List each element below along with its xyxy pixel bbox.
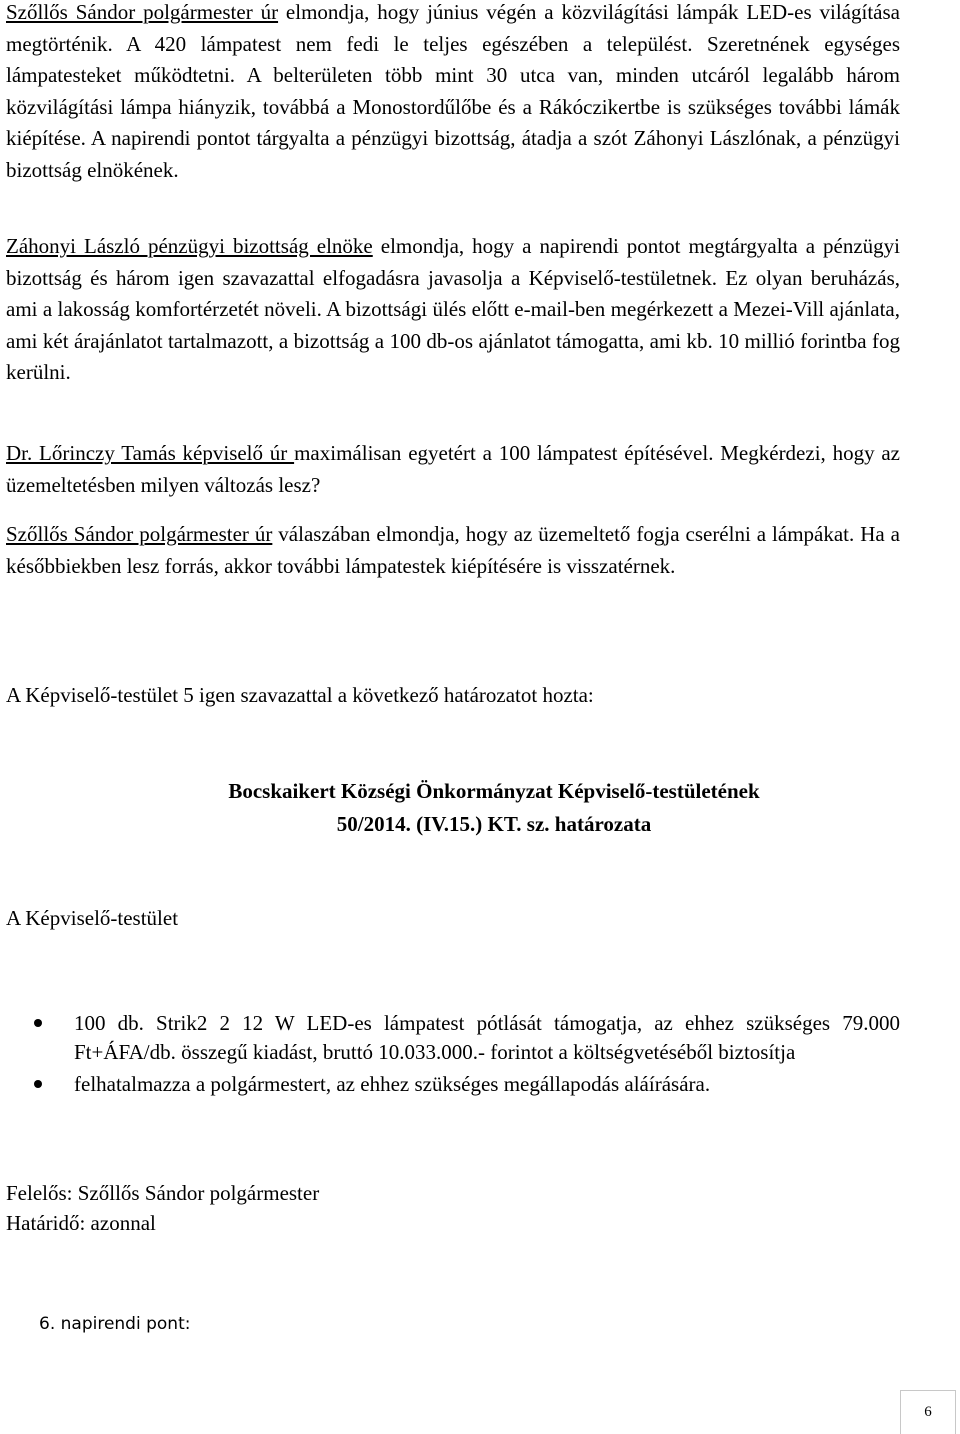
page-number: 6 [900,1390,956,1434]
list-item [6,1009,900,1067]
resolution-bullet-list [6,1009,900,1099]
list-item-text: 100 db. Strik2 2 12 W LED-es lámpatest pótlását támogatja, az ehhez szükséges 79.000 Ft+ÁFA/db. összegű kiadást, bruttó 10.033.000.- forintot a költségvetéséből biztosítja [74,1011,900,1064]
list-item [6,1070,900,1099]
responsibility-block [6,1178,319,1238]
paragraph-representative [6,438,900,501]
resolution-title-line1: Bocskaikert Községi Önkormányzat Képviselő-testületének [228,779,760,803]
resolution-intro: A Képviselő-testület 5 igen szavazattal a következő határozatot hozta: [6,683,594,707]
bullet-icon [34,1019,42,1027]
resolution-title [6,775,960,841]
bullet-icon [34,1080,42,1088]
speaker-name: Szőllős Sándor polgármester úr [6,522,273,546]
responsible-line: Felelős: Szőllős Sándor polgármester [6,1181,320,1205]
paragraph-text: elmondja, hogy a napirendi pontot megtárgyalta a pénzügyi bizottság és három igen szavazattal elfogadásra javasolja a Képviselő-testületnek. Ez olyan beruházás, ami a lakosság komfortérzetét növeli. A bizottsági ülés előtt e-mail-ben megérkezett a Mezei-Vill ajánlata, ami két árajánlatot tartalmazott, a bizottság a 100 db-os ajánlatot támogatta, ami kb. 10 millió forintba fog kerülni. [6,234,900,384]
paragraph-mayor-reply [6,519,900,582]
paragraph-mayor-statement [6,0,900,186]
speaker-name: Dr. Lőrinczy Tamás képviselő úr [6,441,295,465]
speaker-name: Szőllős Sándor polgármester úr [6,0,279,24]
deadline-line: Határidő: azonnal [6,1211,156,1235]
paragraph-text: maximálisan egyetért a 100 lámpatest építésével. Megkérdezi, hogy az üzemeltetésben milyen változás lesz? [6,441,901,497]
next-agenda-heading: 6. napirendi pont: [39,1314,191,1334]
resolution-title-line2: 50/2014. (IV.15.) KT. sz. határozata [336,812,652,836]
resolution-body-label: A Képviselő-testület [6,906,179,930]
paragraph-text: elmondja, hogy június végén a közvilágítási lámpák LED-es világítása megtörténik. A 420 lámpatest nem fedi le teljes egészében a települést. Szeretnének egységes lámpatesteket működtetni. A belterületen több mint 30 utca van, minden utcáról legalább három közvilágítási lámpa hiányzik, továbbá a Monostordűlőbe és a Rákóczikertbe is szükséges további lámák kiépítése. A napirendi pontot tárgyalta a pénzügyi bizottság, átadja a szót Záhonyi Lászlónak, a pénzügyi bizottság elnökének. [6,0,900,182]
paragraph-text: válaszában elmondja, hogy az üzemeltető fogja cserélni a lámpákat. Ha a későbbiekben lesz forrás, akkor további lámpatestek kiépítésére is visszatérnek. [6,522,900,578]
speaker-name: Záhonyi László pénzügyi bizottság elnöke [6,234,373,258]
list-item-text: felhatalmazza a polgármestert, az ehhez szükséges megállapodás aláírására. [74,1072,711,1096]
paragraph-committee-chair [6,231,900,389]
